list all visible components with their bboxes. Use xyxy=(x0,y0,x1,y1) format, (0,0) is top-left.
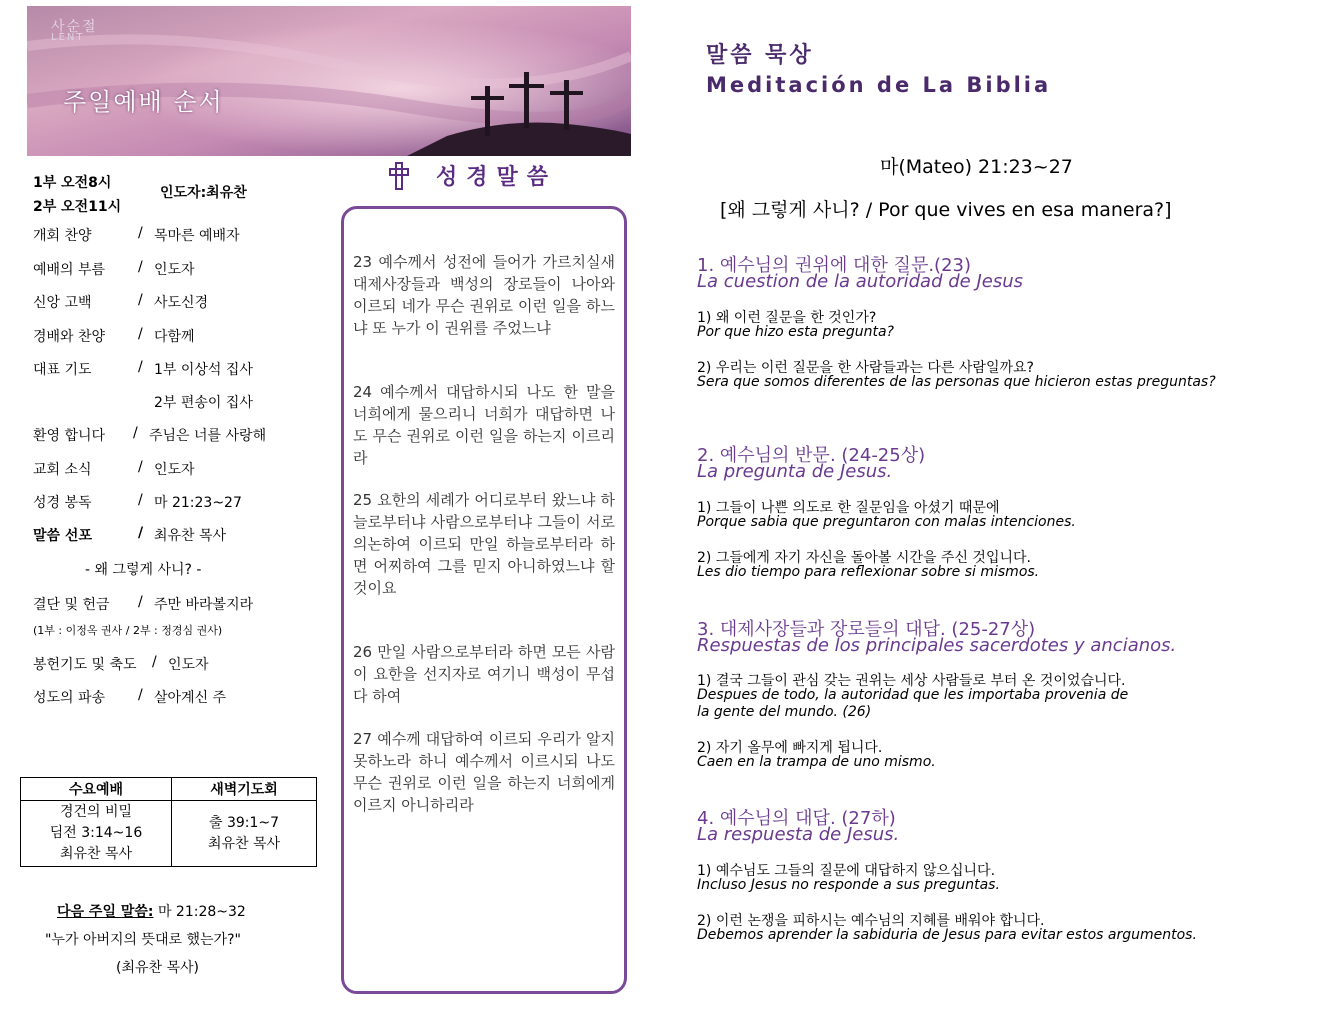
order-label: 봉헌기도 및 축도 xyxy=(33,657,137,673)
order-value: 살아계신 주 xyxy=(154,690,227,706)
wednesday-line: 딤전 3:14~16 xyxy=(49,825,143,841)
order-label: 예배의 부름 xyxy=(33,262,106,278)
next-week xyxy=(57,901,246,921)
service-time-1: 1부 오전8시 xyxy=(33,175,112,191)
verse: 23 예수께서 성전에 들어가 가르치실새 대제사장들과 백성의 장로들이 나아와 이르되 네가 무슨 권위로 이런 일을 하느냐 또 누가 이 권위를 주었느냐 xyxy=(353,253,615,337)
verse: 25 요한의 세례가 어디로부터 왔느냐 하늘로부터냐 사람으로부터냐 그들이 서로 의논하여 이르되 만일 하늘로부터라 하면 어찌하여 그를 믿지 아니하였느냐 할 것이요 xyxy=(353,491,615,597)
weekly-services-table xyxy=(20,777,317,867)
order-value: 인도자 xyxy=(154,262,195,278)
order-label: 성도의 파송 xyxy=(33,690,106,706)
point-korean: 1) 예수님도 그들의 질문에 대답하지 않으십니다. xyxy=(697,863,996,879)
section-heading-spanish: Respuestas de los principales sacerdotes y ancianos. xyxy=(697,635,1177,656)
order-sep: / xyxy=(138,326,143,342)
order-sep: / xyxy=(138,594,143,610)
order-sep: / xyxy=(152,654,157,670)
order-value: 인도자 xyxy=(168,657,209,673)
point-spanish: Sera que somos diferentes de las personas que hicieron estas preguntas? xyxy=(697,374,1216,390)
wednesday-cell xyxy=(21,801,172,867)
order-value: 사도신경 xyxy=(154,295,209,311)
order-label: 교회 소식 xyxy=(33,462,92,478)
order-value: 1부 이상석 집사 xyxy=(154,362,253,378)
next-week-ref: 마 21:28~32 xyxy=(157,904,246,920)
point-spanish: Caen en la trampa de uno mismo. xyxy=(697,754,936,770)
order-value: 2부 편송이 집사 xyxy=(154,395,253,411)
verse: 26 만일 사람으로부터라 하면 모든 사람이 요한을 선지자로 여기니 백성이 무섭다 하여 xyxy=(353,643,615,705)
next-week-preacher: (최유찬 목사) xyxy=(116,960,199,976)
meditation-title-spanish: Meditación de La Biblia xyxy=(706,73,1052,97)
point-spanish: Por que hizo esta pregunta? xyxy=(697,324,894,340)
meditation-title-korean: 말씀 묵상 xyxy=(706,43,814,68)
order-sep: / xyxy=(138,525,144,541)
wednesday-line: 경건의 비밀 xyxy=(59,804,133,820)
wednesday-header: 수요예배 xyxy=(21,778,172,801)
point-korean: 1) 왜 이런 질문을 한 것인가? xyxy=(697,310,877,326)
verse: 24 예수께서 대답하시되 나도 한 말을 너희에게 물으리니 너희가 대답하면 나도 무슨 권위로 이런 일을 하는지 이르리라 xyxy=(353,383,615,467)
order-label: 결단 및 헌금 xyxy=(33,597,110,613)
point-spanish: Debemos aprender la sabiduria de Jesus para evitar estos argumentos. xyxy=(697,927,1197,943)
dawn-prayer-header: 새벽기도회 xyxy=(172,778,317,801)
order-label: 신앙 고백 xyxy=(33,295,92,311)
order-sep: / xyxy=(138,225,143,241)
section-heading-spanish: La cuestion de la autoridad de Jesus xyxy=(697,271,1023,292)
point-korean: 1) 결국 그들이 관심 갖는 권위는 세상 사람들로 부터 온 것이었습니다. xyxy=(697,673,1126,689)
order-sep: / xyxy=(138,492,143,508)
order-label: 성경 봉독 xyxy=(33,495,92,511)
order-label-sermon: 말씀 선포 xyxy=(33,528,92,544)
point-spanish: Les dio tiempo para reflexionar sobre si mismos. xyxy=(697,564,1040,580)
next-week-label: 다음 주일 말씀: xyxy=(57,904,154,920)
page-title: 주일예배 순서 xyxy=(63,88,224,116)
point-korean: 2) 자기 올무에 빠지게 됩니다. xyxy=(697,740,883,756)
order-label: 환영 합니다 xyxy=(33,428,106,444)
order-label: 개회 찬양 xyxy=(33,228,92,244)
point-spanish: Porque sabia que preguntaron con malas intenciones. xyxy=(697,514,1076,530)
section-heading-korean: 4. 예수님의 대답. (27하) xyxy=(697,808,896,829)
section-heading-spanish: La pregunta de Jesus. xyxy=(697,461,893,482)
order-label: 경배와 찬양 xyxy=(33,329,106,345)
scripture-reference: 마(Mateo) 21:23~27 xyxy=(880,156,1073,178)
offering-note: (1부 : 이정옥 권사 / 2부 : 정경심 권사) xyxy=(33,624,223,637)
point-korean: 2) 그들에게 자기 자신을 돌아볼 시간을 주신 것입니다. xyxy=(697,550,1031,566)
dawn-line: 출 39:1~7 xyxy=(208,814,280,831)
banner-image xyxy=(27,6,631,156)
section-heading-korean: 2. 예수님의 반문. (24-25상) xyxy=(697,445,926,466)
section-heading-korean: 1. 예수님의 권위에 대한 질문.(23) xyxy=(697,255,971,276)
order-sep: / xyxy=(138,259,143,275)
dawn-prayer-cell xyxy=(172,801,317,867)
order-sep: / xyxy=(138,359,143,375)
lent-label-korean: 사순절 xyxy=(51,19,98,35)
sermon-theme: [왜 그렇게 사니? / Por que vives en esa manera?] xyxy=(720,199,1172,221)
order-label: 대표 기도 xyxy=(33,362,92,378)
order-sep: / xyxy=(138,459,143,475)
sermon-title: - 왜 그렇게 사니? - xyxy=(85,562,202,578)
wednesday-line: 최유찬 목사 xyxy=(59,846,133,862)
order-value: 주님은 너를 사랑해 xyxy=(149,428,267,444)
order-value: 마 21:23~27 xyxy=(154,495,242,511)
lent-banner xyxy=(27,6,631,156)
section-heading-spanish: La respuesta de Jesus. xyxy=(697,824,900,845)
dawn-line: 최유찬 목사 xyxy=(207,835,281,852)
order-value: 다함께 xyxy=(154,329,195,345)
point-korean: 1) 그들이 나쁜 의도로 한 질문임을 아셨기 때문에 xyxy=(697,500,1000,516)
leader: 인도자:최유찬 xyxy=(160,185,247,201)
point-spanish: Incluso Jesus no responde a sus preguntas. xyxy=(697,877,1000,893)
order-sep: / xyxy=(138,292,143,308)
order-value: 목마른 예배자 xyxy=(154,228,240,244)
point-spanish: la gente del mundo. (26) xyxy=(697,704,872,720)
order-value: 주만 바라볼지라 xyxy=(154,597,254,613)
lent-label-english: LENT xyxy=(51,32,85,43)
order-value: 인도자 xyxy=(154,462,195,478)
order-value-preacher: 최유찬 목사 xyxy=(154,528,227,544)
order-sep: / xyxy=(138,687,143,703)
next-week-title: "누가 아버지의 뜻대로 했는가?" xyxy=(45,932,241,948)
scripture-heading: 성경말씀 xyxy=(436,165,558,190)
service-time-2: 2부 오전11시 xyxy=(33,199,122,215)
point-spanish: Despues de todo, la autoridad que les importaba provenia de xyxy=(697,687,1129,703)
cross-icon xyxy=(388,162,410,194)
order-sep: / xyxy=(133,425,138,441)
verse: 27 예수께 대답하여 이르되 우리가 알지 못하노라 하니 예수께서 이르시되 나도 무슨 권위로 이런 일을 하는지 너희에게 이르지 아니하리라 xyxy=(353,730,615,814)
point-korean: 2) 우리는 이런 질문을 한 사람들과는 다른 사람일까요? xyxy=(697,360,1034,376)
section-heading-korean: 3. 대제사장들과 장로들의 대답. (25-27상) xyxy=(697,619,1036,640)
point-korean: 2) 이런 논쟁을 피하시는 예수님의 지혜를 배워야 합니다. xyxy=(697,913,1045,929)
